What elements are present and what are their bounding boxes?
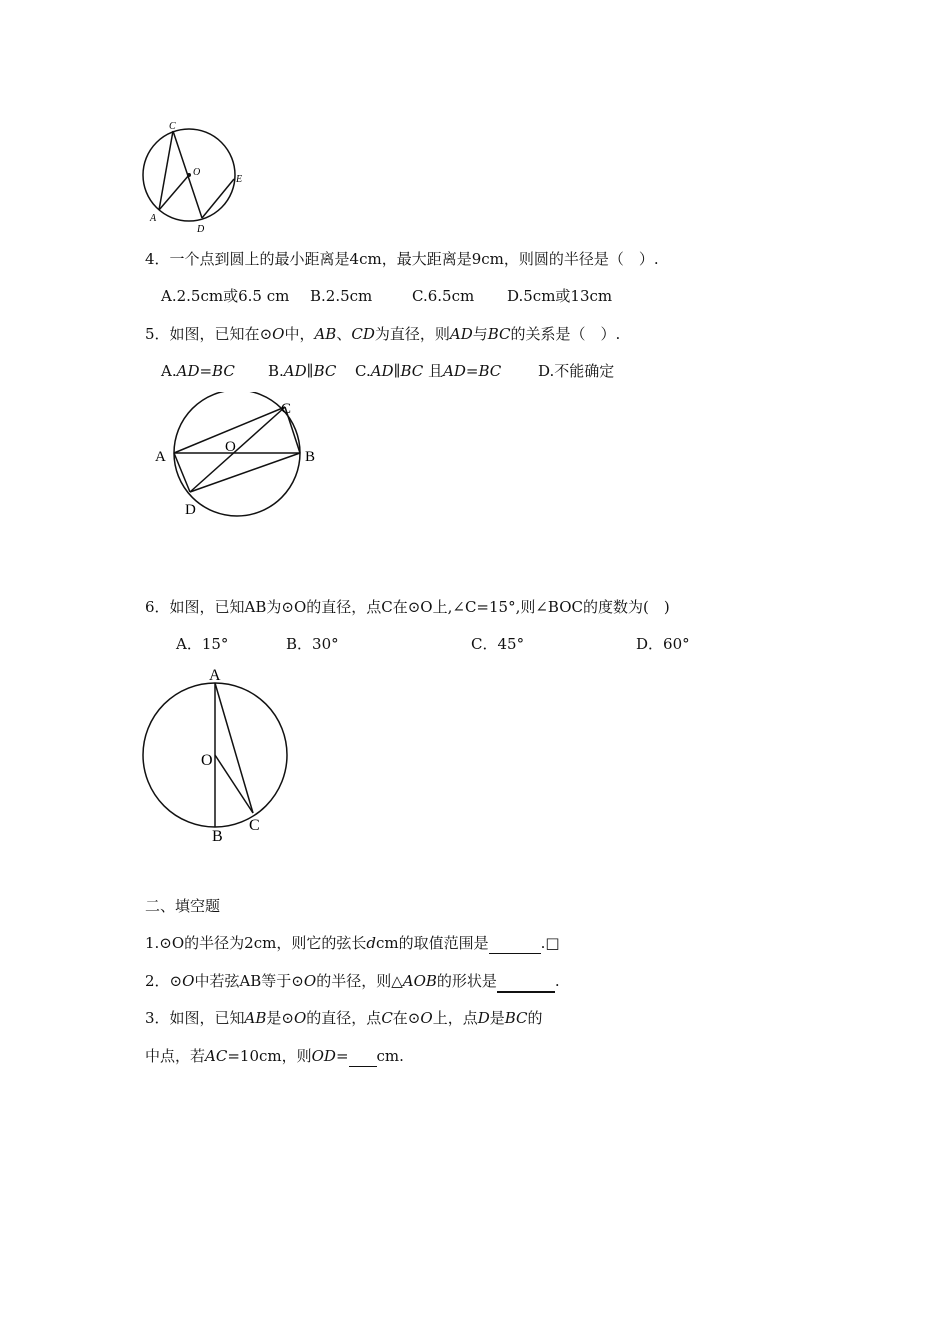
question-4-text: 4．一个点到圆上的最小距离是4cm，最大距离是9cm，则圆的半径是（ ）. <box>145 250 659 268</box>
q5-option-a[interactable]: A.AD=BC <box>161 362 235 380</box>
section-heading: 二、填空题 <box>145 897 221 915</box>
answer-blank-1[interactable] <box>489 933 541 954</box>
q6-chord-ac <box>215 683 253 813</box>
q5-number: 5． <box>145 325 170 343</box>
q5-chord-bd <box>190 453 300 492</box>
q6-label-b: B <box>212 828 223 845</box>
fill-question-3-line-2: 中点，若AC=10cm，则OD= cm. <box>145 1047 404 1065</box>
q5-diameter-cd <box>190 407 285 492</box>
q6-option-c[interactable]: C．45° <box>471 635 525 653</box>
q6-label-a: A <box>209 667 221 684</box>
q5-cd: CD <box>351 325 375 343</box>
q5-text-1: 如图，已知在 <box>169 325 260 343</box>
q4-option-d[interactable]: D.5cm或13cm <box>507 287 613 305</box>
q5-sep: 、 <box>336 325 352 343</box>
label-d: D <box>197 224 205 235</box>
q4-option-c[interactable]: C.6.5cm <box>412 287 475 305</box>
center-dot <box>187 173 191 177</box>
question-5 <box>145 324 620 344</box>
label-a: A <box>150 213 157 224</box>
q6-label-c: C <box>249 817 260 834</box>
q5-option-c[interactable]: C.AD∥BC 且AD=BC <box>355 362 502 380</box>
label-o: O <box>193 167 201 178</box>
chord-ca <box>159 131 173 210</box>
fill-question-2: 2．⊙O中若弦AB等于⊙O的半径，则△AOB的形状是 . <box>145 971 560 993</box>
question-6-text: 6．如图，已知AB为⊙O的直径，点C在⊙O上,∠C=15°,则∠BOC的度数为( ) <box>145 598 670 616</box>
circle-symbol: ⊙ <box>259 325 273 343</box>
fill-question-1: 1.⊙O的半径为2cm，则它的弦长dcm的取值范围是 .□ <box>145 934 560 952</box>
label-c: C <box>169 121 176 132</box>
q6-segment-oc <box>215 755 253 813</box>
q5-bc: BC <box>487 325 511 343</box>
q5-ab: AB <box>314 325 337 343</box>
q5-text-4: 与 <box>472 325 488 343</box>
q5-label-o: O <box>225 439 236 455</box>
q4-option-b[interactable]: B.2.5cm <box>310 287 373 305</box>
q5-label-b: B <box>305 449 316 465</box>
q6-option-a[interactable]: A．15° <box>176 635 229 653</box>
question-4 <box>145 249 659 269</box>
answer-blank-3[interactable] <box>349 1046 377 1067</box>
q5-option-d[interactable]: D.不能确定 <box>538 362 615 380</box>
q4-option-a[interactable]: A.2.5cm或6.5 cm <box>161 287 290 305</box>
q5-option-b[interactable]: B.AD∥BC <box>268 362 337 380</box>
q6-label-o: O <box>201 752 213 769</box>
segment-ao <box>159 175 189 210</box>
q6-option-d[interactable]: D．60° <box>636 635 690 653</box>
answer-blank-2[interactable] <box>497 971 555 993</box>
q5-label-c: C <box>281 401 292 417</box>
q5-text-5: 的关系是（ ）. <box>510 325 621 343</box>
figure-q5 <box>150 392 330 522</box>
q5-label-a: A <box>155 449 166 465</box>
question-6 <box>145 597 670 617</box>
figure-circle-cde <box>130 118 260 240</box>
q5-circle-o: O <box>272 325 285 343</box>
fill-question-3-line-1: 3．如图，已知AB是⊙O的直径，点C在⊙O上，点D是BC的 <box>145 1009 543 1027</box>
q5-text-3: 为直径，则 <box>374 325 450 343</box>
q5-label-d: D <box>185 502 196 518</box>
figure-q6 <box>130 662 310 847</box>
q5-ad: AD <box>449 325 473 343</box>
label-e: E <box>236 174 243 185</box>
q5-text-2: 中， <box>284 325 315 343</box>
q6-option-b[interactable]: B．30° <box>286 635 339 653</box>
